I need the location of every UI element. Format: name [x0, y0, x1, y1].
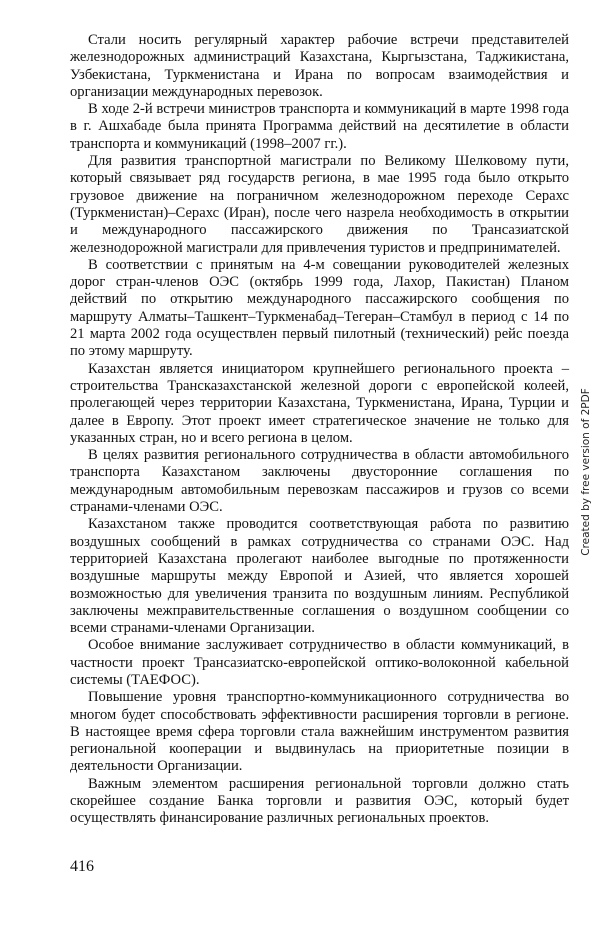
paragraph: Стали носить регулярный характер рабочие встречи представителей железнодорожных администраций Казахстана, Кыргызстана, Таджикистана, Узбекистана, Туркменистана и Ирана по вопросам взаимодействия и организации международных перевозок.: [70, 32, 569, 100]
paragraph: В целях развития регионального сотрудничества в области автомобильного транспорта Казахстаном заключены двусторонние соглашения по международным автомобильным перевозкам пассажиров и грузов со всеми странами-членами ОЭС.: [70, 447, 569, 516]
page-number: 416: [70, 858, 94, 875]
paragraph: Для развития транспортной магистрали по Великому Шелковому пути, который связывает ряд государств региона, в мае 1995 года было открыто грузовое движение на пограничном железнодорожном переходе Серахс (Туркменистан)–Серахс (Иран), после чего назрела необходимость в открытии и международного пассажирского движения по Трансазиатской железнодорожной магистрали для привлечения туристов и предпринимателей.: [70, 153, 569, 256]
paragraph: Особое внимание заслуживает сотрудничество в области коммуникаций, в частности проект Трансазиатско-европейской оптико-волоконной кабельной системы (ТАЕФОС).: [70, 637, 569, 688]
paragraph: В ходе 2-й встречи министров транспорта и коммуникаций в марте 1998 года в г. Ашхабаде была принята Программа действий на десятилетие в области транспорта и коммуникаций (1998–2007 гг.).: [70, 101, 569, 152]
paragraph: Важным элементом расширения региональной торговли должно стать скорейшее создание Банка торговли и развития ОЭС, который будет осуществлять финансирование различных региональных проектов.: [70, 775, 569, 827]
paragraph: Казахстаном также проводится соответствующая работа по развитию воздушных сообщений в рамках сотрудничества со странами ОЭС. Над территорией Казахстана пролегают наиболее выгодные по протяженности воздушные маршруты между Европой и Азией, что является хорошей возможностью для увеличения транзита по воздушным линиям. Республикой заключены межправительственные соглашения о воздушном сообщении со всеми странами-членами Организации.: [70, 516, 569, 637]
paragraph: Повышение уровня транспортно-коммуникационного сотрудничества во многом будет способствовать эффективности расширения торговли в регионе. В настоящее время сфера торговли стала важнейшим инструментом развития региональной кооперации и выдвинулась на приоритетные позиции в деятельности Организации.: [70, 689, 569, 775]
text-column: [70, 32, 569, 828]
paragraph: В соответствии с принятым на 4-м совещании руководителей железных дорог стран-членов ОЭС (октябрь 1999 года, Лахор, Пакистан) Планом действий по открытию международного пассажирского сообщения по маршруту Алматы–Ташкент–Туркменабад–Тегеран–Стамбул в период с 14 по 21 марта 2002 года осуществлен первый пилотный (технический) рейс поезда по этому маршруту.: [70, 256, 569, 360]
paragraph: Казахстан является инициатором крупнейшего регионального проекта – строительства Трансказахстанской железной дороги с европейской колеей, пролегающей через территории Казахстана, Туркменистана, Ирана, Турции и далее в Европу. Этот проект имеет стратегическое значение не только для указанных стран, но и всего региона в целом.: [70, 360, 569, 446]
watermark-text: Created by free version of 2PDF: [580, 388, 592, 556]
